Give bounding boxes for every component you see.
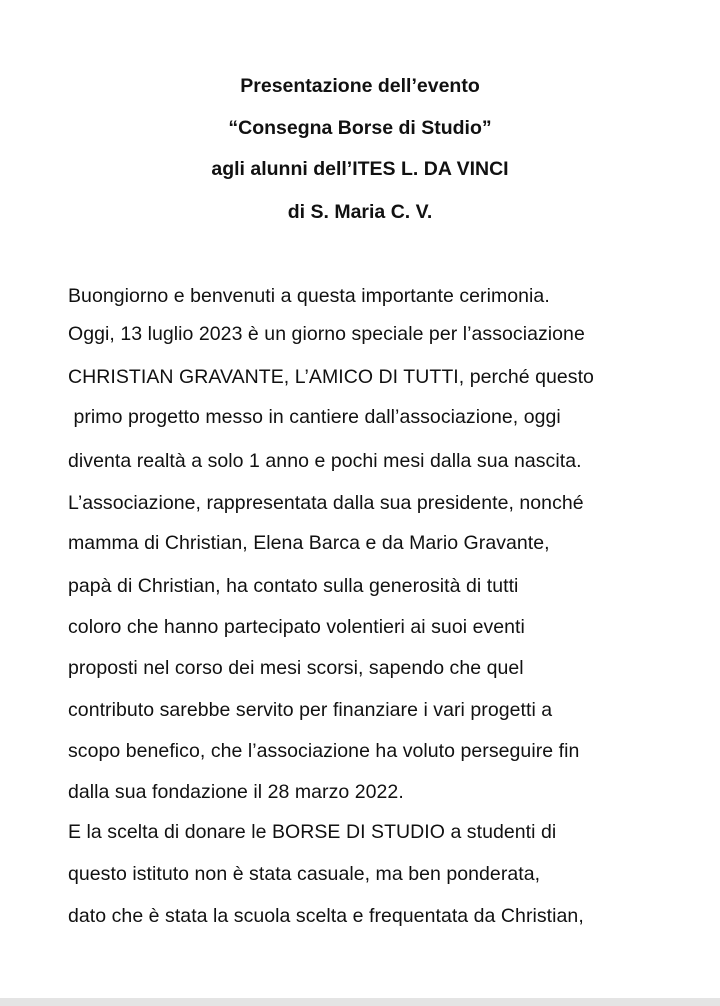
- body-line-1: Buongiorno e benvenuti a questa importante cerimonia.: [68, 285, 550, 307]
- body-line-5: diventa realtà a solo 1 anno e pochi mesi dalla sua nascita.: [68, 450, 582, 472]
- body-line-3: CHRISTIAN GRAVANTE, L’AMICO DI TUTTI, perché questo: [68, 366, 594, 388]
- heading-line-4: di S. Maria C. V.: [287, 201, 433, 223]
- body-line-12: scopo benefico, che l’associazione ha voluto perseguire fin: [68, 740, 580, 762]
- body-line-4: primo progetto messo in cantiere dall’associazione, oggi: [68, 406, 561, 428]
- body-line-15: questo istituto non è stata casuale, ma ben ponderata,: [68, 863, 541, 885]
- heading-line-3: agli alunni dell’ITES L. DA VINCI: [211, 158, 509, 180]
- body-line-14: E la scelta di donare le BORSE DI STUDIO a studenti di: [68, 821, 557, 843]
- heading-line-1: Presentazione dell’evento: [240, 75, 480, 97]
- body-line-6: L’associazione, rappresentata dalla sua presidente, nonché: [68, 492, 584, 514]
- body-line-7: mamma di Christian, Elena Barca e da Mario Gravante,: [68, 532, 550, 554]
- body-line-9: coloro che hanno partecipato volentieri ai suoi eventi: [68, 616, 525, 638]
- body-line-13: dalla sua fondazione il 28 marzo 2022.: [68, 781, 404, 803]
- body-line-16: dato che è stata la scuola scelta e frequentata da Christian,: [68, 905, 584, 927]
- heading-line-2: “Consegna Borse di Studio”: [228, 117, 492, 139]
- page-bottom-divider: [0, 998, 720, 1006]
- body-line-2: Oggi, 13 luglio 2023 è un giorno speciale per l’associazione: [68, 323, 585, 345]
- body-line-8: papà di Christian, ha contato sulla generosità di tutti: [68, 575, 519, 597]
- body-line-11: contributo sarebbe servito per finanziare i vari progetti a: [68, 699, 553, 721]
- body-line-10: proposti nel corso dei mesi scorsi, sapendo che quel: [68, 657, 524, 679]
